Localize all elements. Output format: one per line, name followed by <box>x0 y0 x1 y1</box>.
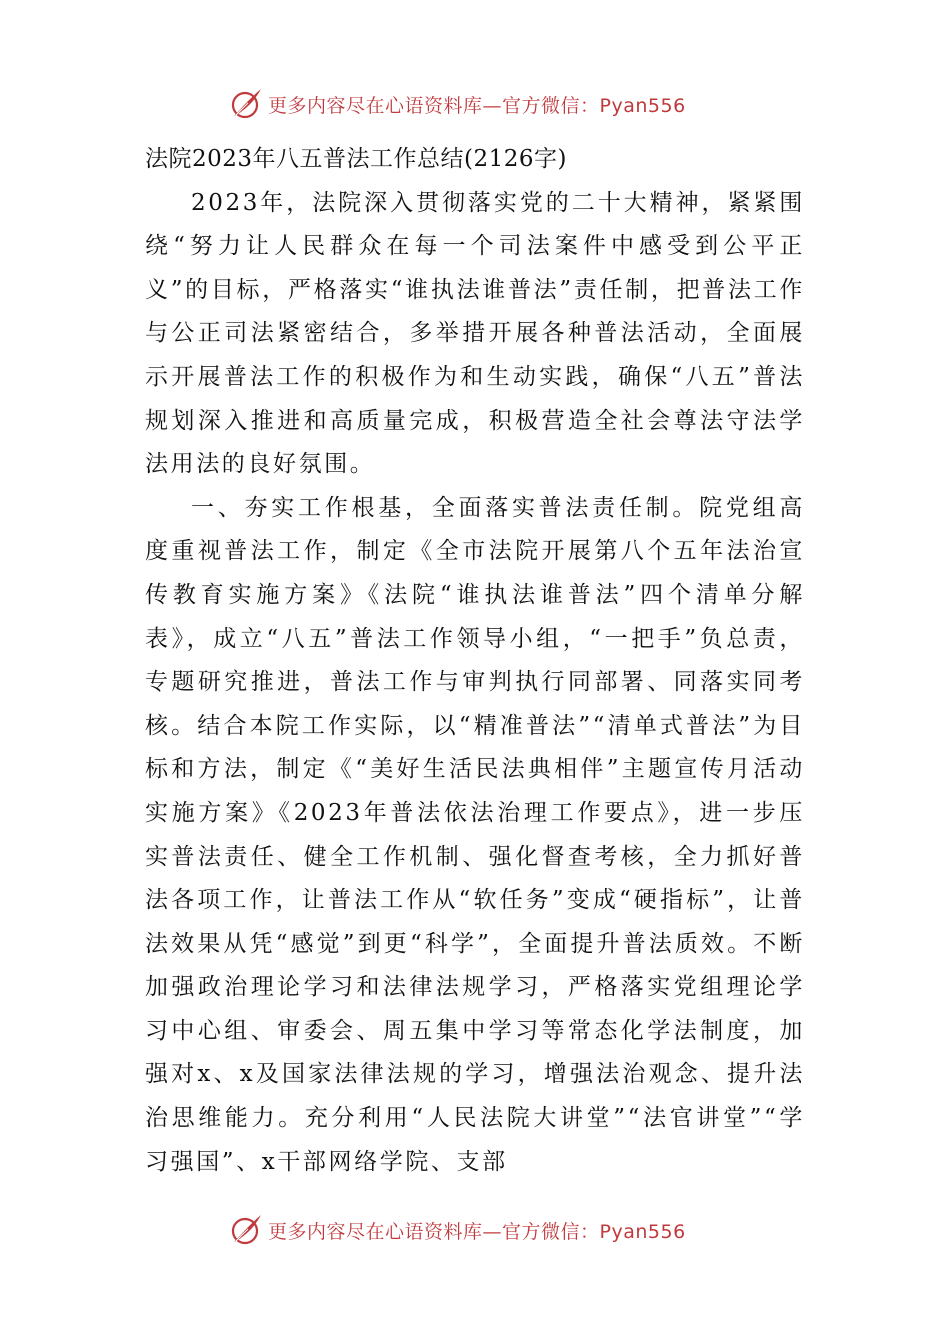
quill-pen-circle-icon <box>228 1212 264 1248</box>
paragraph-intro: 2023年，法院深入贯彻落实党的二十大精神，紧紧围绕“努力让人民群众在每一个司法案件中感受到公平正义”的目标，严格落实“谁执法谁普法”责任制，把普法工作与公正司法紧密结合，多举措开展各种普法活动，全面展示开展普法工作的积极作为和生动实践，确保“八五”普法规划深入推进和高质量完成，积极营造全社会尊法守法学法用法的良好氛围。 <box>145 189 805 478</box>
watermark-text: 更多内容尽在心语资料库—官方微信： <box>268 1220 600 1243</box>
watermark-banner-top <box>228 84 788 124</box>
document-title: 法院2023年八五普法工作总结(2126字) <box>145 146 568 172</box>
wechat-id: Pyan556 <box>599 94 686 117</box>
quill-pen-circle-icon <box>228 86 264 122</box>
paragraph-section-1: 一、夯实工作根基，全面落实普法责任制。院党组高度重视普法工作，制定《全市法院开展第八个五年法治宣传教育实施方案》《法院“谁执法谁普法”四个清单分解表》，成立“八五”普法工作领导小组，“一把手”负总责，专题研究推进，普法工作与审判执行同部署、同落实同考核。结合本院工作实际，以“精准普法”“清单式普法”为目标和方法，制定《“美好生活民法典相伴”主题宣传月活动实施方案》《2023年普法依法治理工作要点》，进一步压实普法责任、健全工作机制、强化督查考核，全力抓好普法各项工作，让普法工作从“软任务”变成“硬指标”，让普法效果从凭“感觉”到更“科学”，全面提升普法质效。不断加强政治理论学习和法律法规学习，严格落实党组理论学习中心组、审委会、周五集中学习等常态化学法制度，加强对x、x及国家法律法规的学习，增强法治观念、提升法治思维能力。充分利用“人民法院大讲堂”“法官讲堂”“学习强国”、x干部网络学院、支部 <box>145 494 805 1175</box>
document-body <box>145 138 805 1184</box>
watermark-banner-bottom <box>228 1210 788 1250</box>
watermark-text: 更多内容尽在心语资料库—官方微信： <box>268 94 600 117</box>
wechat-id: Pyan556 <box>599 1220 686 1243</box>
